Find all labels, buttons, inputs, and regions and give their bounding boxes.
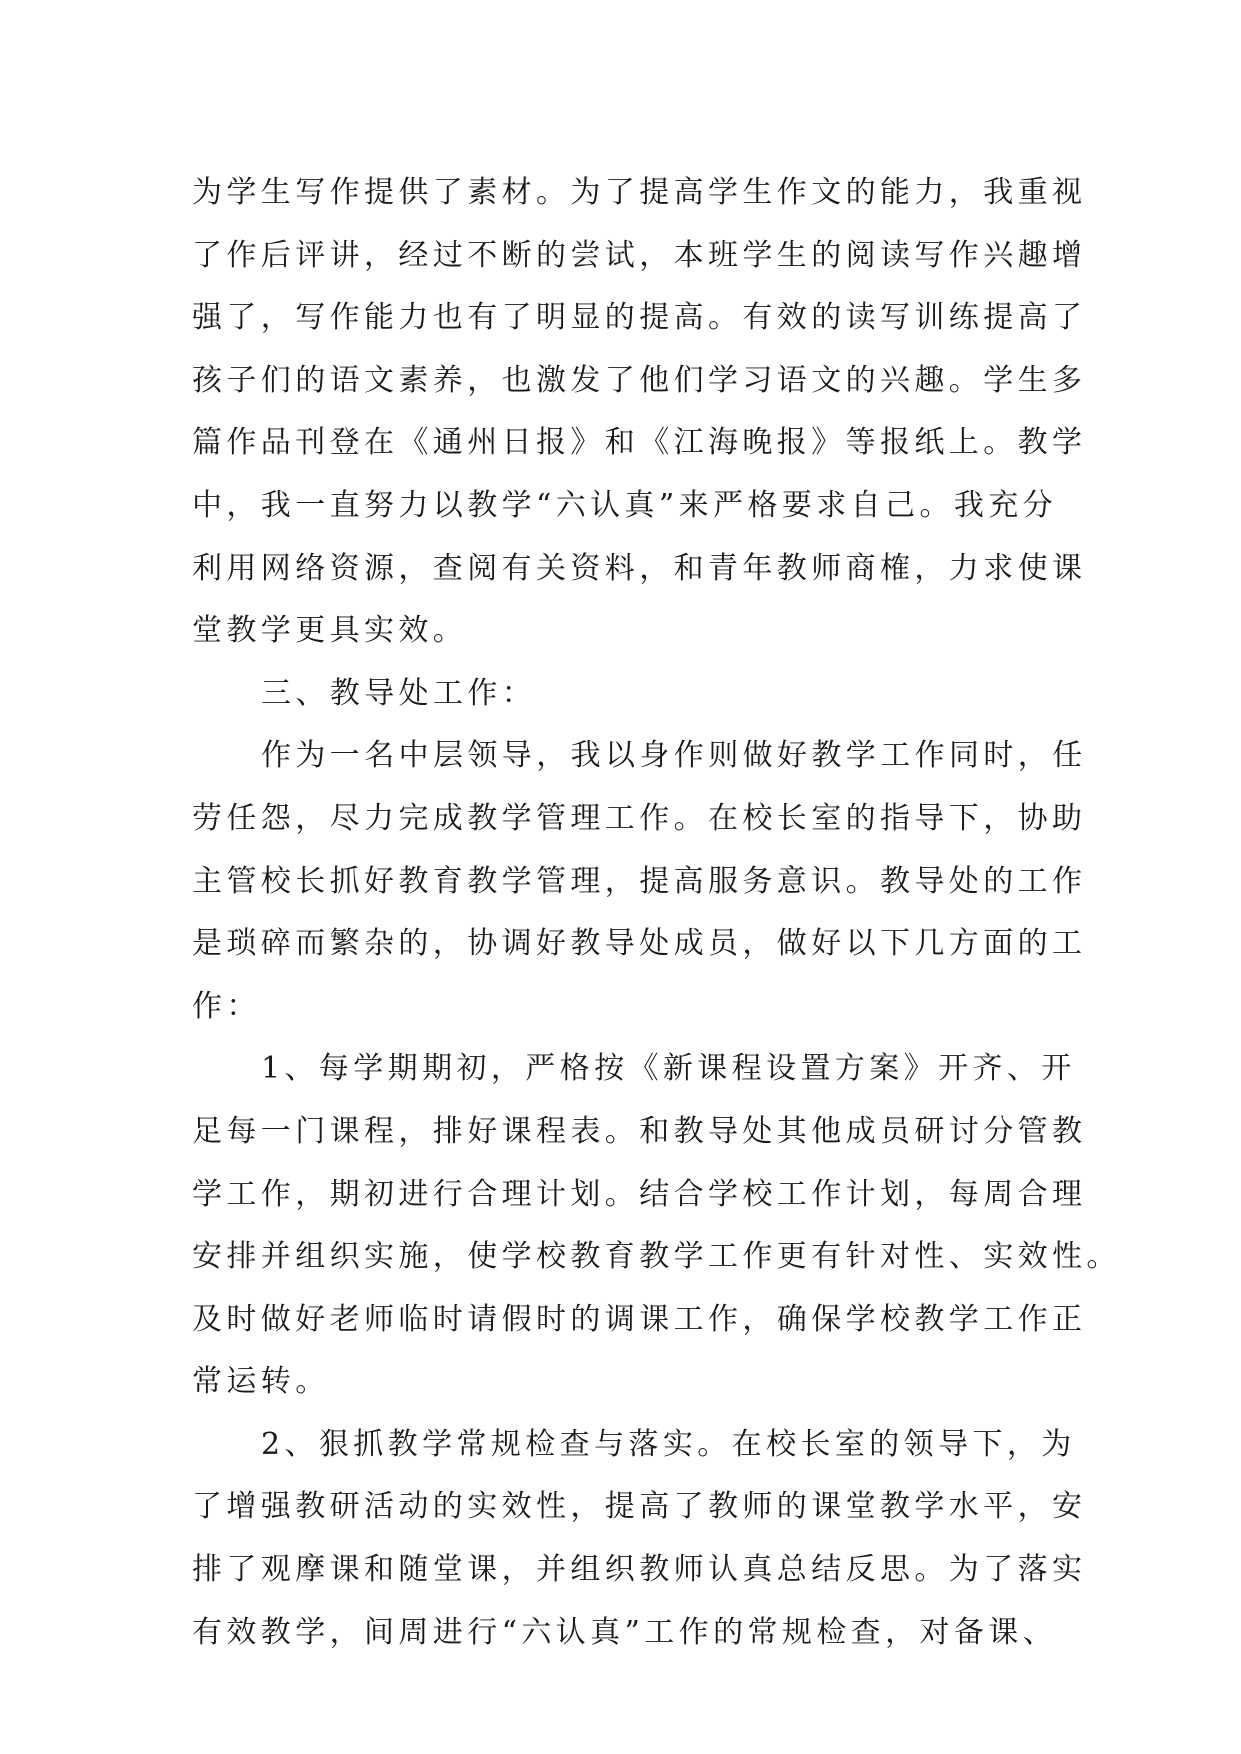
text-line: 排了观摩课和随堂课，并组织教师认真总结反思。为了落实 — [192, 1552, 1087, 1588]
text-line: 足每一门课程，排好课程表。和教导处其他成员研讨分管教 — [192, 1113, 1087, 1149]
text-line: 2、狠抓教学常规检查与落实。在校长室的领导下，为 — [261, 1426, 1076, 1462]
text-line: 主管校长抓好教育教学管理，提高服务意识。教导处的工作 — [192, 863, 1087, 899]
text-line: 作： — [192, 988, 261, 1024]
document-body — [192, 162, 1121, 1664]
text-line: 学工作，期初进行合理计划。结合学校工作计划，每周合理 — [192, 1176, 1087, 1212]
text-line: 是琐碎而繁杂的，协调好教导处成员，做好以下几方面的工 — [192, 926, 1087, 962]
text-line: 有效教学，间周进行“六认真”工作的常规检查，对备课、 — [192, 1614, 1058, 1650]
text-line: 1、每学期期初，严格按《新课程设置方案》开齐、开 — [261, 1051, 1076, 1087]
text-line: 常运转。 — [192, 1364, 330, 1400]
text-line: 作为一名中层领导，我以身作则做好教学工作同时，任 — [261, 738, 1087, 774]
text-line: 强了，写作能力也有了明显的提高。有效的读写训练提高了 — [192, 300, 1087, 336]
text-line: 了增强教研活动的实效性，提高了教师的课堂教学水平，安 — [192, 1489, 1087, 1525]
text-line: 中，我一直努力以教学“六认真”来严格要求自己。我充分 — [192, 487, 1058, 523]
text-line: 堂教学更具实效。 — [192, 613, 468, 649]
text-line: 及时做好老师临时请假时的调课工作，确保学校教学工作正 — [192, 1301, 1087, 1337]
text-line: 为学生写作提供了素材。为了提高学生作文的能力，我重视 — [192, 175, 1087, 210]
text-line: 安排并组织实施，使学校教育教学工作更有针对性、实效性。 — [192, 1239, 1121, 1275]
text-line: 篇作品刊登在《通州日报》和《江海晚报》等报纸上。教学 — [192, 425, 1087, 461]
text-line: 三、教导处工作： — [261, 675, 537, 711]
text-line: 利用网络资源，查阅有关资料，和青年教师商榷，力求使课 — [192, 550, 1087, 586]
text-line: 了作后评讲，经过不断的尝试，本班学生的阅读写作兴趣增 — [192, 237, 1087, 273]
text-line: 孩子们的语文素养，也激发了他们学习语文的兴趣。学生多 — [192, 362, 1087, 398]
text-line: 劳任怨，尽力完成教学管理工作。在校长室的指导下，协助 — [192, 800, 1087, 836]
